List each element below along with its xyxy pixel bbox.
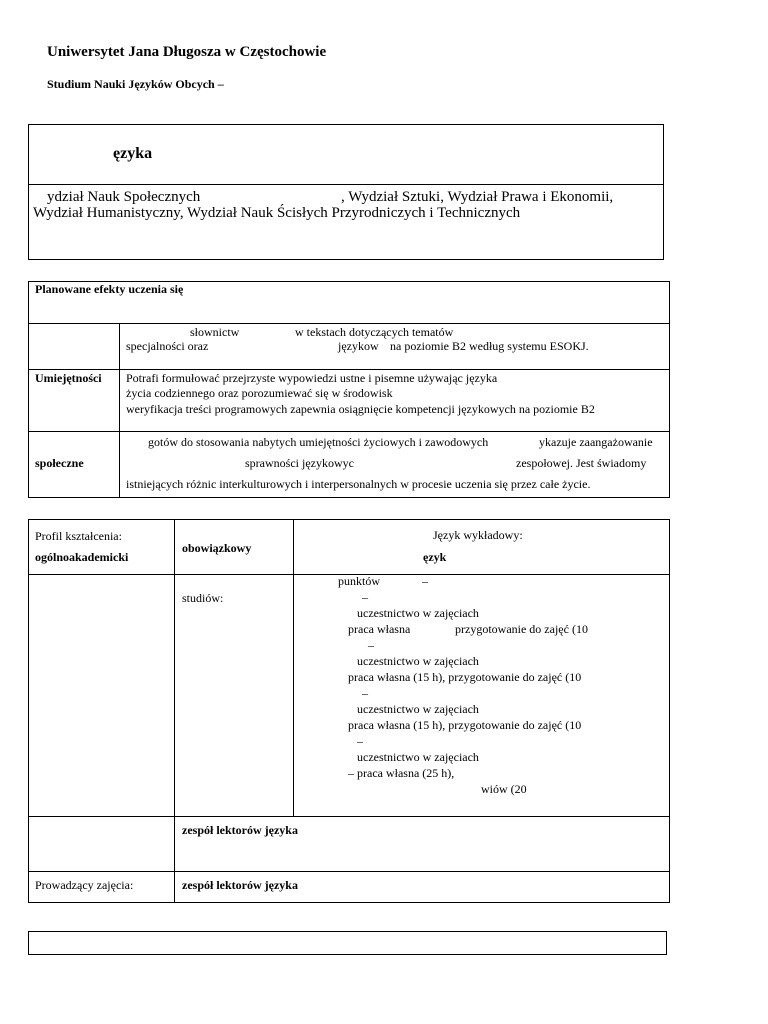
ects-text: praca własna (15 h), przygotowanie do zajęć (10 — [348, 670, 582, 684]
social-text: istniejących różnic interkulturowych i interpersonalnych w procesie uczenia się przez całe życie. — [126, 477, 591, 491]
ects-text: przygotowanie do zajęć (10 — [455, 622, 588, 636]
teacher-value: zespół lektorów języka — [182, 878, 298, 892]
ects-text: uczestnictwo w zajęciach — [357, 606, 479, 620]
divider — [28, 431, 670, 432]
university-name: Uniwersytet Jana Długosza w Częstochowie — [47, 44, 327, 60]
ects-text: – — [362, 686, 368, 700]
teacher-label: Prowadzący zajęcia: — [35, 878, 134, 892]
divider — [119, 323, 120, 498]
knowledge-text: słownictw — [190, 325, 240, 339]
faculties-line2: Wydział Humanistyczny, Wydział Nauk Ścisłych Przyrodniczych i Technicznych — [33, 205, 521, 221]
profile-value: ogólnoakademicki — [35, 550, 129, 564]
ects-text: – praca własna (25 h), — [348, 766, 455, 780]
knowledge-text: językow — [338, 339, 379, 353]
ects-text: – — [362, 590, 368, 604]
ects-text: praca własna (15 h), przygotowanie do zajęć (10 — [348, 718, 582, 732]
ects-text: uczestnictwo w zajęciach — [357, 654, 479, 668]
social-text: gotów do stosowania nabytych umiejętności życiowych i zawodowych — [148, 435, 489, 449]
skills-label: Umiejętności — [35, 371, 102, 385]
ects-text: – — [357, 734, 363, 748]
skills-text: weryfikacja treści programowych zapewnia osiągnięcie kompetencji językowych na poziomie B2 — [126, 402, 595, 416]
profile-label: Profil kształcenia: — [35, 529, 122, 543]
ects-text: uczestnictwo w zajęciach — [357, 702, 479, 716]
ects-text: uczestnictwo w zajęciach — [357, 750, 479, 764]
divider — [28, 184, 664, 185]
divider — [293, 519, 294, 816]
social-text: sprawności językowyc — [245, 456, 354, 470]
knowledge-text: w tekstach dotyczących tematów — [295, 325, 454, 339]
divider — [28, 816, 670, 817]
empty-box — [28, 931, 667, 955]
ects-text: – — [368, 638, 374, 652]
divider — [174, 519, 175, 903]
ects-text: punktów — [338, 574, 380, 588]
outcomes-header: Planowane efekty uczenia się — [35, 282, 184, 296]
social-text: ykazuje zaangażowanie — [539, 435, 653, 449]
studies-label: studiów: — [182, 591, 224, 605]
course-status: obowiązkowy — [182, 541, 252, 555]
unit-name: Studium Nauki Języków Obcych – — [47, 77, 224, 91]
ects-text: – — [422, 574, 428, 588]
divider — [28, 369, 670, 370]
course-title: ęzyka — [113, 145, 153, 162]
knowledge-text: na poziomie B2 według systemu ESOKJ. — [390, 339, 589, 353]
ects-text: praca własna — [348, 622, 411, 636]
divider — [28, 323, 670, 324]
skills-text: życia codziennego oraz porozumiewać się w środowisk — [126, 386, 393, 400]
skills-text: Potrafi formułować przejrzyste wypowiedzi ustne i pisemne używając języka — [126, 371, 498, 385]
faculties-line1: ydział Nauk Społecznych — [47, 189, 201, 205]
divider — [28, 871, 670, 872]
social-text: zespołowej. Jest świadomy — [516, 456, 647, 470]
knowledge-text: specjalności oraz — [126, 339, 209, 353]
ects-text: wiów (20 — [481, 782, 527, 796]
language-label: Język wykładowy: — [433, 528, 523, 542]
language-value: ęzyk — [423, 550, 447, 564]
coordinator-value: zespół lektorów języka — [182, 823, 298, 837]
social-label: społeczne — [35, 456, 84, 470]
faculties-line1b: , Wydział Sztuki, Wydział Prawa i Ekonomii, — [341, 189, 614, 205]
